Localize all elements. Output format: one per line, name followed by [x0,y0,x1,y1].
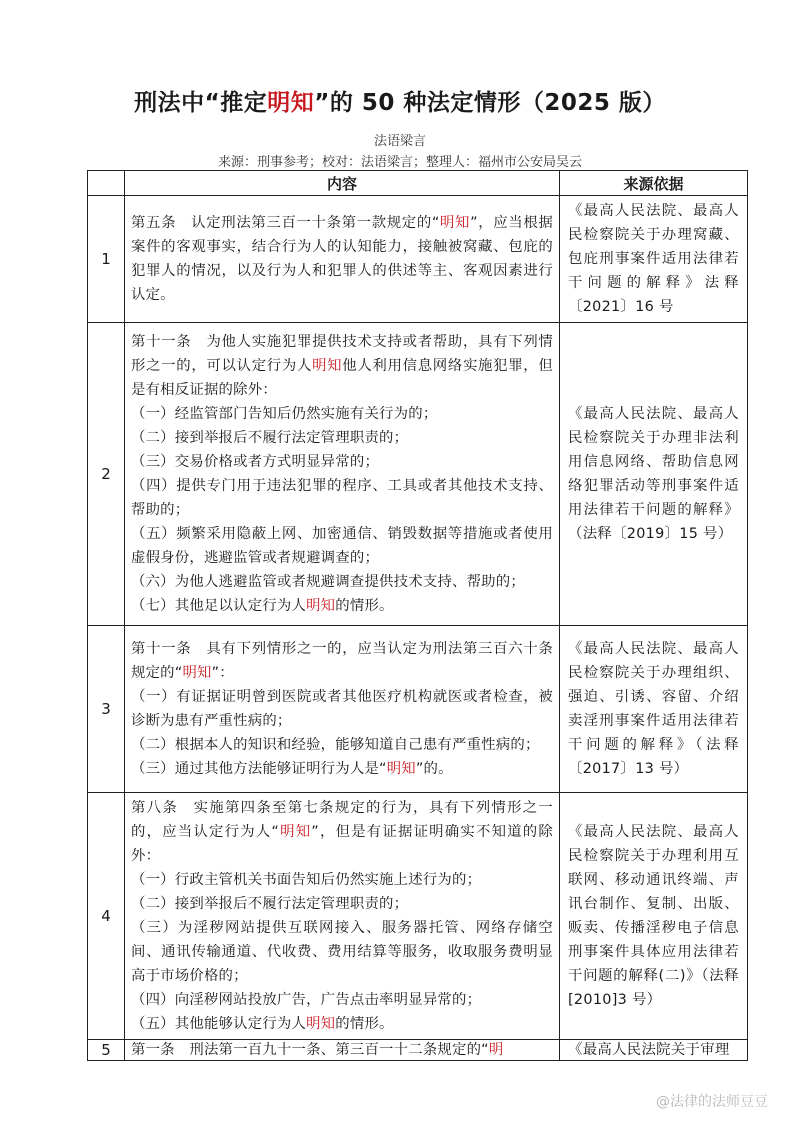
content-paragraph [131,892,553,916]
row-number: 1 [88,196,125,323]
row-number: 3 [88,626,125,793]
content-paragraph [131,988,553,1012]
content-text: 的情形。 [335,1016,394,1032]
row-source: 《最高人民法院关于审理 [560,1040,748,1061]
content-paragraph [131,757,553,781]
content-text: （二）接到举报后不履行法定管理职责的； [131,896,409,912]
content-text: ”，但是有证据证明确实不知道的除外： [131,824,553,864]
content-paragraph [131,733,553,757]
content-text: ”，应当根据案件的客观事实，结合行为人的认知能力，接触被窝藏、包庇的犯罪人的情况，以及行为人和犯罪人的供述等主、客观因素进行认定。 [131,215,553,303]
header-num [88,171,125,196]
content-text: （一）有证据证明曾到医院或者其他医疗机构就医或者检查，被诊断为患有严重性病的； [131,689,553,729]
content-text: 的情形。 [335,598,394,614]
highlight-mingzhi: 明知 [306,598,336,614]
row-number: 4 [88,793,125,1040]
content-paragraph [131,450,553,474]
content-text: （四）向淫秽网站投放广告，广告点击率明显异常的； [131,992,482,1008]
content-paragraph [131,1012,553,1036]
title-highlight: 明知 [267,90,315,116]
content-paragraph [131,1040,553,1060]
row-content [125,626,560,793]
highlight-mingzhi: 明知 [279,824,312,840]
header-source: 来源依据 [560,171,748,196]
content-text: （四）提供专门用于违法犯罪的程序、工具或者其他技术支持、帮助的； [131,478,553,518]
watermark: @法律的法师豆豆 [656,1094,768,1110]
content-text: （一）经监管部门告知后仍然实施有关行为的； [131,406,438,422]
content-text: ”： [211,665,234,681]
highlight-mingzhi: 明知 [312,358,343,374]
content-text: 第八条 实施第四条至第七条规定的行为，具有下列情形之一的，应当认定行为人“ [131,800,553,840]
highlight-mingzhi: 明知 [386,761,416,777]
content-paragraph [131,402,553,426]
highlight-mingzhi: 明知 [439,215,471,231]
content-text: （一）行政主管机关书面告知后仍然实施上述行为的； [131,872,482,888]
content-paragraph [131,522,553,570]
row-number: 2 [88,323,125,626]
table-row [88,626,748,793]
header-content: 内容 [125,171,560,196]
content-paragraph [131,570,553,594]
content-paragraph [131,796,553,868]
row-content [125,323,560,626]
content-text: （二）接到举报后不履行法定管理职责的； [131,430,409,446]
table-row [88,793,748,1040]
content-text: 第一条 刑法第一百九十一条、第三百一十二条规定的“ [131,1042,489,1058]
table-row [88,1040,748,1061]
content-text: （五）频繁采用隐蔽上网、加密通信、销毁数据等措施或者使用虚假身份，逃避监管或者规避调查的； [131,526,553,566]
author-line: 法语梁言 [373,134,426,149]
content-paragraph [131,426,553,450]
content-text: （六）为他人逃避监管或者规避调查提供技术支持、帮助的； [131,574,525,590]
page-title: 刑法中“推定明知”的 50 种法定情形（2025 版） [134,90,666,116]
content-text: （三）为淫秽网站提供互联网接入、服务器托管、网络存储空间、通讯传输通道、代收费、费用结算等服务，收取服务费明显高于市场价格的； [131,920,553,984]
highlight-mingzhi: 明知 [182,665,212,681]
content-paragraph [131,474,553,522]
content-text: 他人利用信息网络实施犯罪，但是有相反证据的除外： [131,358,553,398]
table-row [88,323,748,626]
content-paragraph [131,211,553,307]
content-paragraph [131,916,553,988]
table-header-row [88,171,748,196]
row-content [125,1040,560,1061]
content-text: ”的。 [415,761,453,777]
content-paragraph [131,685,553,733]
row-content [125,793,560,1040]
row-content [125,196,560,323]
content-paragraph [131,330,553,402]
row-source: 《最高人民法院、最高人民检察院关于办理窝藏、包庇刑事案件适用法律若干问题的解释》法释〔2021〕16 号 [560,196,748,323]
content-text: （二）根据本人的知识和经验，能够知道自己患有严重性病的； [131,737,540,753]
table-row [88,196,748,323]
presumption-table [87,170,748,1061]
content-text: （三）交易价格或者方式明显异常的； [131,454,380,470]
content-text: 第十一条 具有下列情形之一的，应当认定为刑法第三百六十条规定的“ [131,641,553,681]
row-source: 《最高人民法院、最高人民检察院关于办理组织、强迫、引诱、容留、介绍卖淫刑事案件适用法律若干问题的解释》（法释〔2017〕13 号） [560,626,748,793]
highlight-mingzhi: 明 [488,1042,504,1058]
content-paragraph [131,868,553,892]
content-text: （三）通过其他方法能够证明行为人是“ [131,761,387,777]
content-text: （五）其他能够认定行为人 [131,1016,307,1032]
row-source: 《最高人民法院、最高人民检察院关于办理利用互联网、移动通讯终端、声讯台制作、复制、出版、贩卖、传播淫秽电子信息刑事案件具体应用法律若干问题的解释(二)》（法释[2010]3 号） [560,793,748,1040]
highlight-mingzhi: 明知 [306,1016,336,1032]
content-text: 第五条 认定刑法第三百一十条第一款规定的“ [131,215,440,231]
content-paragraph [131,637,553,685]
row-source: 《最高人民法院、最高人民检察院关于办理非法利用信息网络、帮助信息网络犯罪活动等刑事案件适用法律若干问题的解释》（法释〔2019〕15 号） [560,323,748,626]
source-line: 来源：刑事参考；校对：法语梁言；整理人：福州市公安局吴云 [217,155,582,170]
content-text: （七）其他足以认定行为人 [131,598,307,614]
content-paragraph [131,594,553,618]
content-text: 第十一条 为他人实施犯罪提供技术支持或者帮助，具有下列情形之一的，可以认定行为人 [131,334,553,374]
row-number: 5 [88,1040,125,1061]
